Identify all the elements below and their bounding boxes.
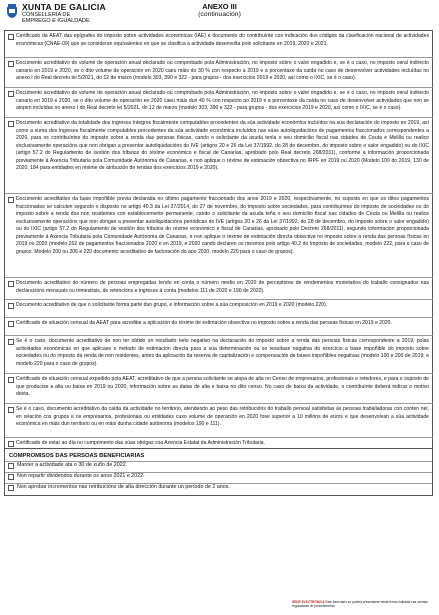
certificate-checkbox[interactable]: [8, 121, 14, 127]
certificate-text: Certificado de situación censual expedido pola AEAT, acreditativo de que a persoa solicitante se atopa de alta no Censo de empresarios, profesionais e retedores, e para o suposto de que producise a alta ou baixa en 2019 ou 2020, información sobre as datas de alta e baixa no dito censo. No caso de baixa da actividade, o contribuínte deberá indicar o motivo desta.: [16, 376, 429, 397]
certificate-row: [5, 31, 433, 57]
certificate-text: Documento acreditativo de que o solicitante forma parte dun grupo, e información sobre a súa composición en 2019 e 2020 (modelo 220).: [16, 302, 328, 308]
commitment-checkbox[interactable]: [8, 474, 14, 480]
certificate-text: Se é o caso, documento acreditativo de non ter obtido un resultado neto negativo na declaración do imposto sobre a renda das persoas físicas correspondente a 2019, polas actividades económicas en que aplicase o método de estimación directa para a súa determinación ou se resultase negativa do exercicio a base impoñible do imposto sobre sociedades ou do imposto da renda de non residentes, antes da aplicación da reserva de capitalización e compensación de bases impoñibles negativas (modelo 100 e 200 de 2019; e modelo 220 para o caso de grupos).: [16, 338, 429, 367]
certificate-text: Documento acreditativo do número de persoas empregadas tendo en conta o número medio en 2020 de perceptores de rendementos monetarios do traballo consignados nas declaracións mensuais ou trimestrais, de retencións e ingresos á conta (modelos 111 de 2020 e 190 de 2020).: [16, 280, 429, 294]
certificate-text: Se é o caso, documento acreditativo da caída da actividade no territorio, atendendo ao peso das retribucións do traballo persoal satisfeitas ás persoas traballadoras con conten nel, en relación cos grupos e os empresarios, profesionais ou entidades cuxo volume de operación en 2020 fose superior a 10 millóns de euros e que desenvolvan a súa actividade económica en máis dun territorio ou en máis dunha cidade autónoma (modelos 190 e 111).: [16, 406, 429, 427]
department-line-1: CONSELLERÍA DE: [22, 12, 71, 18]
certificate-checkbox[interactable]: [8, 61, 14, 67]
certificate-row: [5, 373, 433, 403]
commitment-checkbox[interactable]: [8, 463, 14, 469]
commitments-title: COMPROMISOS DAS PERSOAS BENEFICIARIAS: [9, 453, 145, 459]
certificate-text: Documento acreditativo do volume de operación anual declarado ou comprobado pola Administración, no imposto sobre o valor engadido e, se é o caso, no imposto xeral indirecto canario en 2019 e 2020, se o dito volume de operación en 2020 caeu máis dun 40 % con respecto ao 2019 e a porcentaxe da caída no caso de desenvolver actividades que non se atopen incluídas no anexo I do Real decreto lei 5/2021, do 12 de marzo (modelo 303, 390 e 322 - para grupos - dos exercicios 2019 e 2020, así como o IXIC, se é o caso).: [16, 90, 429, 111]
certificate-checkbox[interactable]: [8, 281, 14, 287]
certificate-row: [5, 277, 433, 299]
certificate-text: Certificado de situación censual da AEAT para acreditar a aplicación do réxime de estimación obxectiva no imposto sobre a renda das persoas físicas en 2019 e 2020.: [16, 320, 392, 326]
certificate-checkbox[interactable]: [8, 34, 14, 40]
certificate-row: [5, 403, 433, 437]
certificate-checkbox[interactable]: [8, 91, 14, 97]
certificate-checkbox[interactable]: [8, 441, 14, 447]
page-footer: [292, 601, 436, 609]
certificate-checkbox[interactable]: [8, 197, 14, 203]
commitment-checkbox[interactable]: [8, 485, 14, 491]
commitment-row: [5, 472, 433, 483]
certificate-checkbox[interactable]: [8, 407, 14, 413]
department-line-2: EMPREGO E IGUALDADE: [22, 18, 90, 25]
certificate-row: [5, 317, 433, 335]
certificates-box: [4, 30, 433, 463]
commitments-box: [4, 448, 433, 496]
org-name: XUNTA DE GALICIA: [22, 2, 106, 12]
certificate-row: [5, 57, 433, 87]
footer-note: Este formulario só poderá presentarse nesta forma indicada nas normas reguladoras do procedemento.: [292, 600, 428, 608]
annex-subtitle: (continuación): [198, 11, 241, 18]
certificate-checkbox[interactable]: [8, 321, 14, 327]
certificate-row: [5, 193, 433, 277]
commitment-row: [5, 483, 433, 495]
certificate-text: Documento acreditativo da base impoñible previa declarada no último pagamento fraccionado dos anos 2019 e 2020, respectivamente, no suposto en que os ditos pagamentos fraccionados se calculen segundo o disposto no artigo 40.3 da Lei 27/2014, do 27 de novembro, do imposto sobre sociedades, para contribuíntes do imposto de sociedades ou do imposto sobre a renda dos non residentes con establecemento permanente, cando o solicitante da axuda teña o seu domicilio fiscal nas cidades de Ceuta ou Melilla ou realice exclusivamente operacións que non obrigan a presentar autoliquidacións periódicas do IVE (artigos 20 e 26 da Lei 37/1992, do 28 de decembro, do imposto sobre o valor engadido) ou do IXIC (artigo 57.2 do Regulamento de xestión dos tributos do réxime económico e fiscal de Canarias, aprobado polo Decreto 268/2011), segundo información proporcionada previamente á Axencia Tributaria pola Comunidade Autónoma de Canarias, e non aplique o réxime de estimación directa obxectiva no imposto sobre a renda das persoas físicas en 2019 ou 2020 (modelo 202 de pagamentos fraccionados 2020 e en 2019, e 2020 cando declaren os mesmos polo artigo 40.2 do Imposto de sociedades, modelo 222, para o caso de grupos. Modelo 200 ou 206 e 220 documento acreditativo de facturación do ano 2020, modelo 220 para o caso de grupos).: [16, 196, 429, 255]
footer-brand: SEDE ELECTRÓNICA: [292, 600, 325, 604]
annex-title: ANEXO III: [202, 2, 237, 11]
commitment-text: Non aprobar incrementos nas retribucións de alta dirección durante un período de 2 anos.: [17, 484, 230, 490]
certificate-text: Certificado de estar ao día no cumprimento das súas obrigas coa Axencia Estatal da Administración Tributaria.: [16, 440, 266, 446]
certificate-row: [5, 117, 433, 193]
page-header: [0, 0, 439, 30]
certificate-row: [5, 335, 433, 373]
certificate-checkbox[interactable]: [8, 303, 14, 309]
certificate-text: Certificado da AEAT das epígrafes do imposto sobre actividades económicas (IAE) e documento do contribuínte con indicación dos códigos da clasificación nacional de actividades económicas (CNAE-09) que se consideran equivalentes en que se clasifica a actividade desenvolta polo solicitante en 2019, 2020 e 2021.: [16, 33, 429, 47]
commitment-text: Non repartir dividendos durante os anos 2021 e 2022.: [17, 473, 145, 479]
commitment-row: [5, 461, 433, 472]
certificate-checkbox[interactable]: [8, 339, 14, 345]
certificate-checkbox[interactable]: [8, 377, 14, 383]
certificate-row: [5, 299, 433, 317]
commitment-text: Manter a actividade ata o 30 de xuño de 2022.: [17, 462, 128, 468]
certificate-row: [5, 87, 433, 117]
certificate-text: Documento acreditativo do volume de operación anual declarado ou comprobado pola Administración, no imposto sobre o valor engadido e, se é o caso, no imposto xeral indirecto canario en 2019 e 2020, se o dito volume de operación en 2020 caeu máis do 30 % con respecto a 2019 e a porcentaxe da caída no caso de desenvolver actividades incluídas no anexo I do Real decreto lei 5/2021, do 12 de marzo (modelo 303, 390 e 322 - para grupos - dos exercicios 2019 e 2020, así como o IXIC, se é o caso).: [16, 60, 429, 81]
certificate-text: Documento acreditativo da totalidade dos ingresos íntegros fiscalmente computables procedentes da súa actividade económica incluídos na súa declaración do imposto en 2019, así como a suma dos ingresos fiscalmente computables procedentes da súa actividade económica incluídos nas súas autoliquidacións de pagamentos fraccionados correspondentes a 2020, para os contribuíntes do imposto sobre a renda das persoas físicas, cando o solicitante da axuda tenla o seu domicilio fiscal nas cidades de Ceuta e Melilla ou realice exclusivamente operacións que non obrigan a presentar autoliquidacións do IVE (artigos 20 e 26 da Lei 37/1992, do 28 de decembro, do imposto sobre o valor engadido) ou do IXIC (artigo 57.2 do Regulamento de xestión dos tributos do réxime económico e fiscal de Canarias, aprobado polo Real decreto 268/2011), conforme a información proporcionada previamente á Axencia Tributaria pola Comunidade Autónoma de Canarias, e non aplique o réxime de estimación obxectiva no IRPF en 2019 ou 2020 (Modelo 100 do 2019, 130 de 2020, 184 para entidades en réxime de atribución de rendas dos exercicios 2019 e 2020).: [16, 120, 429, 171]
